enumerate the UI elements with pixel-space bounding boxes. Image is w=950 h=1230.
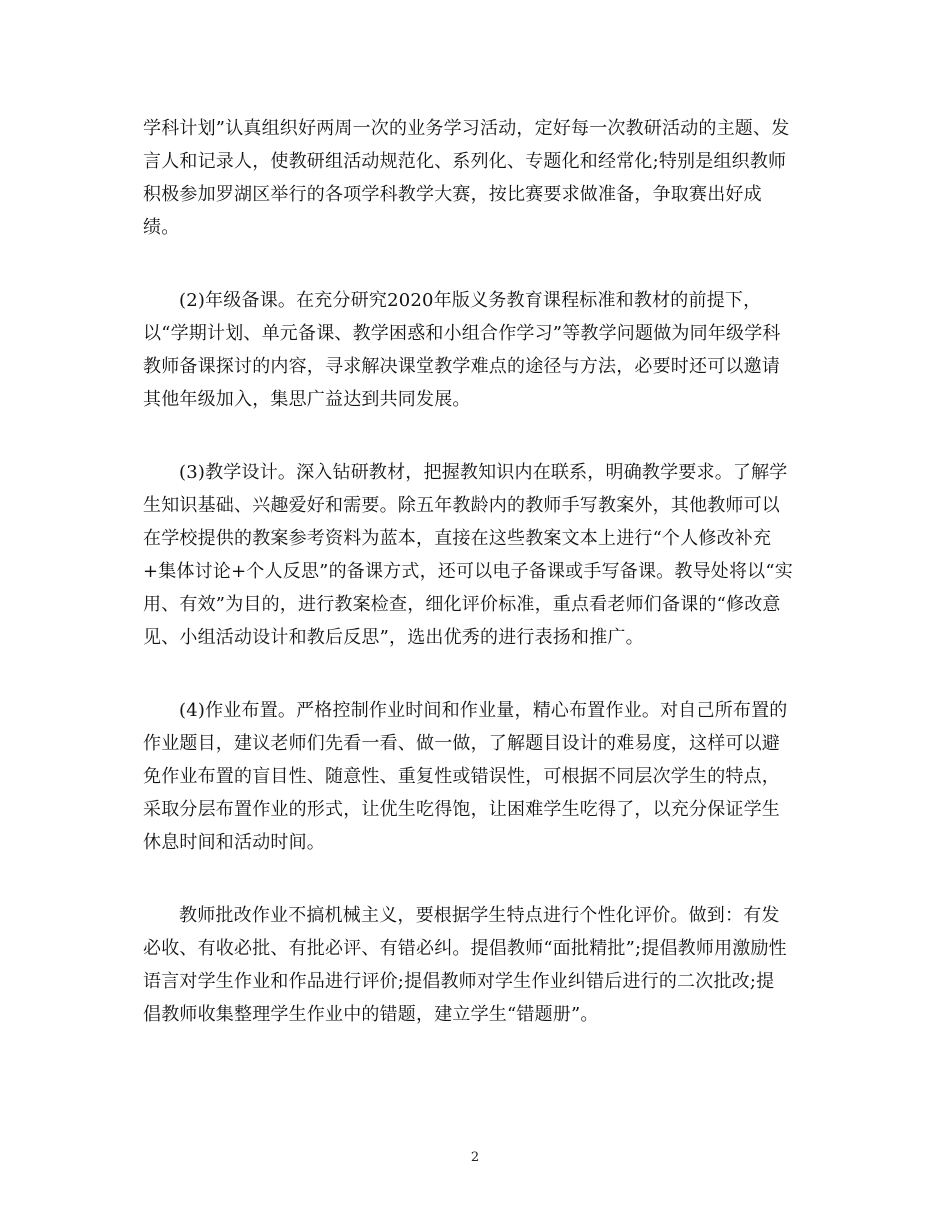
paragraph-line: 免作业布置的盲目性、随意性、重复性或错误性，可根据不同层次学生的特点，	[143, 766, 780, 787]
paragraph-line: 积极参加罗湖区举行的各项学科教学大赛，按比赛要求做准备，争取赛出好成	[143, 184, 762, 205]
paragraph-line: 倡教师收集整理学生作业中的错题，建立学生“错题册”。	[143, 1004, 599, 1025]
paragraph-line: 学科计划”认真组织好两周一次的业务学习活动，定好每一次教研活动的主题、发	[143, 118, 790, 139]
paragraph-line: 绩。	[143, 217, 180, 238]
paragraph-line: 生知识基础、兴趣爱好和需要。除五年教龄内的教师手写教案外，其他教师可以	[143, 495, 780, 516]
paragraph-3	[143, 456, 808, 654]
document-body	[143, 112, 808, 1031]
paragraph-line: 语言对学生作业和作品进行评价;提倡教师对学生作业纠错后进行的二次批改;提	[143, 971, 775, 992]
paragraph-line: 在学校提供的教案参考资料为蓝本，直接在这些教案文本上进行“个人修改补充	[143, 528, 772, 549]
page-number: 2	[470, 1150, 480, 1165]
paragraph-line: 见、小组活动设计和教后反思”，选出优秀的进行表扬和推广。	[143, 627, 644, 648]
paragraph-line: (2)年级备课。在充分研究2020年版义务教育课程标准和教材的前提下，	[179, 290, 762, 311]
paragraph-line: (3)教学设计。深入钻研教材，把握教知识内在联系，明确教学要求。了解学	[179, 462, 788, 483]
paragraph-line: 其他年级加入，集思广益达到共同发展。	[143, 389, 471, 410]
paragraph-line: 休息时间和活动时间。	[143, 832, 325, 853]
paragraph-line: (4)作业布置。严格控制作业时间和作业量，精心布置作业。对自己所布置的	[179, 700, 788, 721]
paragraph-line: 用、有效”为目的，进行教案检查，细化评价标准，重点看老师们备课的“修改意	[143, 594, 781, 615]
paragraph-line: 言人和记录人，使教研组活动规范化、系列化、专题化和经常化;特别是组织教师	[143, 151, 787, 172]
paragraph-line: 教师备课探讨的内容，寻求解决课堂教学难点的途径与方法，必要时还可以邀请	[143, 356, 780, 377]
paragraph-line: 教师批改作业不搞机械主义，要根据学生特点进行个性化评价。做到：有发	[179, 905, 780, 926]
paragraph-line: +集体讨论+个人反思”的备课方式，还可以电子备课或手写备课。教导处将以“实	[143, 561, 793, 582]
paragraph-1	[143, 112, 808, 244]
paragraph-line: 以“学期计划、单元备课、教学困惑和小组合作学习”等教学问题做为同年级学科	[143, 323, 781, 344]
paragraph-line: 作业题目，建议老师们先看一看、做一做，了解题目设计的难易度，这样可以避	[143, 733, 780, 754]
paragraph-4	[143, 694, 808, 859]
paragraph-line: 采取分层布置作业的形式，让优生吃得饱，让困难学生吃得了，以充分保证学生	[143, 799, 780, 820]
paragraph-5	[143, 899, 808, 1031]
paragraph-line: 必收、有收必批、有批必评、有错必纠。提倡教师“面批精批”;提倡教师用激励性	[143, 938, 787, 959]
paragraph-2	[143, 284, 808, 416]
